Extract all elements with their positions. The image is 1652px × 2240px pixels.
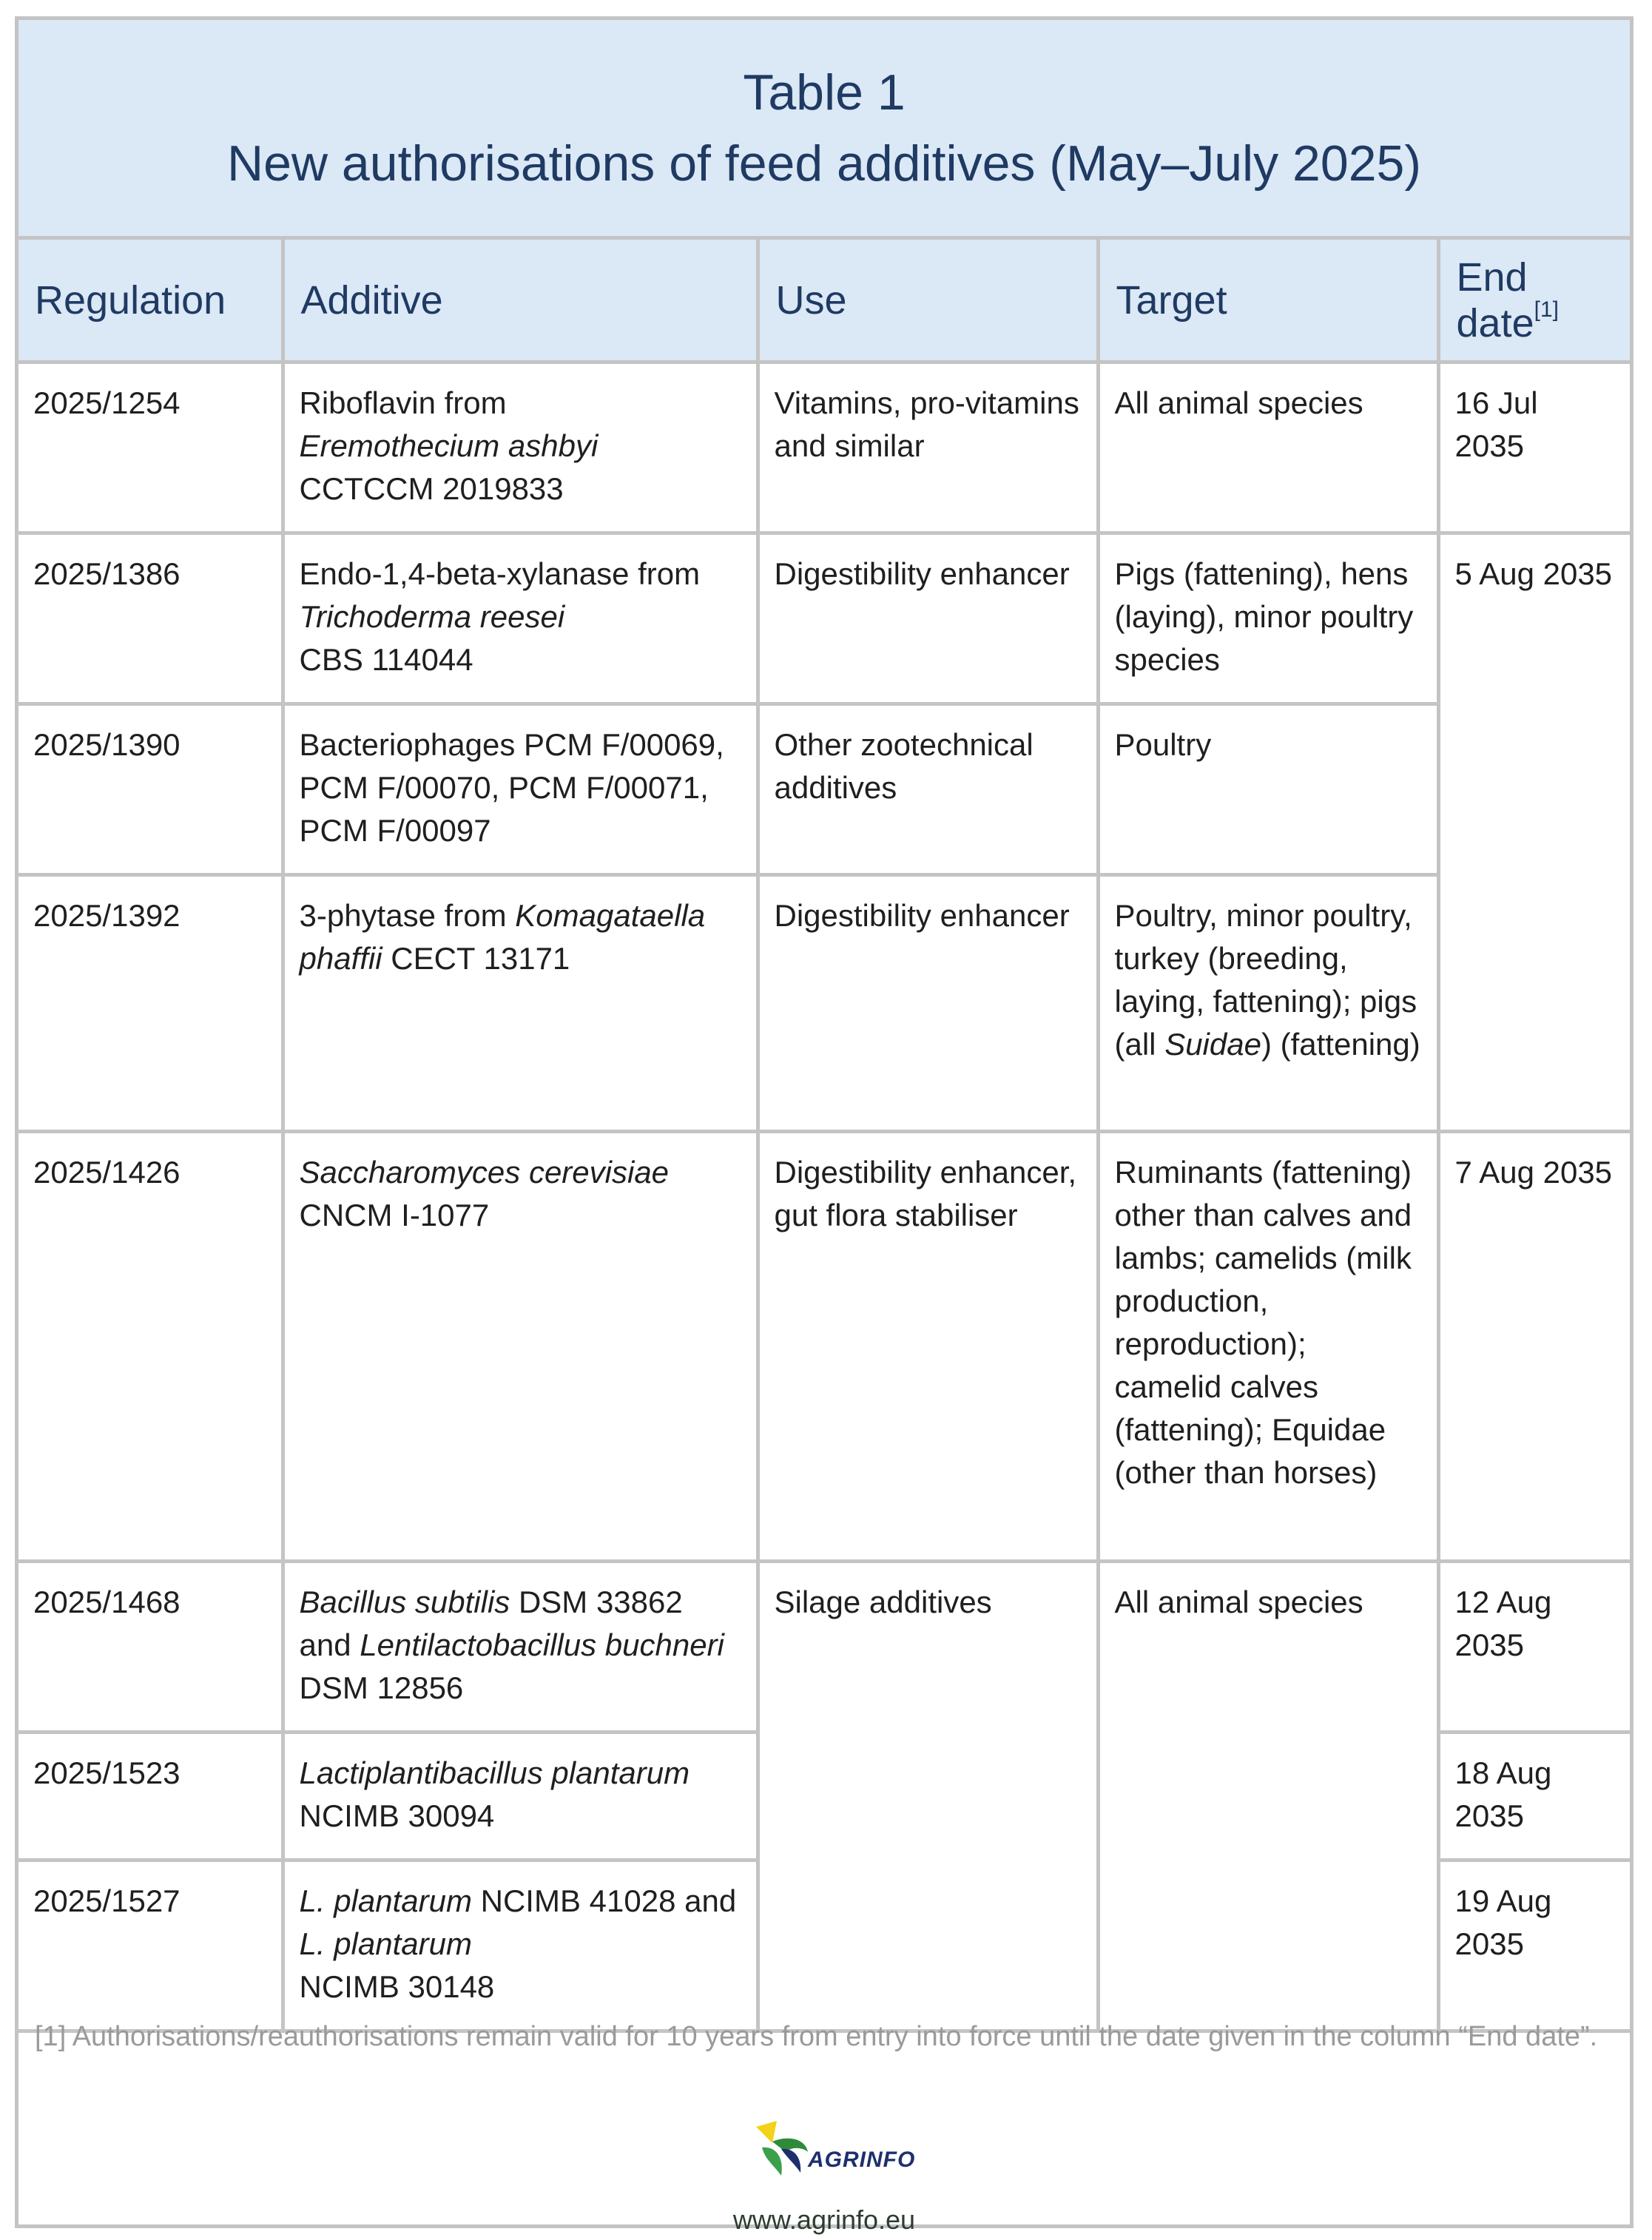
logo-wordmark: AGRINFO <box>808 2148 916 2172</box>
cell-end-date: 19 Aug 2035 <box>1438 1861 1630 2031</box>
table-row <box>18 362 1630 533</box>
cell-regulation: 2025/1392 <box>18 875 283 1132</box>
cell-end-date: 18 Aug 2035 <box>1438 1733 1630 1861</box>
table-caption: New authorisations of feed additives (May–July 2025) <box>227 135 1421 192</box>
cell-use: Digestibility enhancer, gut flora stabiliser <box>758 1132 1098 1562</box>
cell-target: All animal species <box>1098 1562 1438 2031</box>
cell-use: Other zootechnical additives <box>758 704 1098 875</box>
end-date-label: End date <box>1456 254 1534 345</box>
header-additive: Additive <box>283 240 758 362</box>
cell-additive: Lactiplantibacillus plantarum NCIMB 30094 <box>283 1733 758 1861</box>
table-row <box>18 704 1630 875</box>
header-target: Target <box>1098 240 1438 362</box>
cell-end-date: 16 Jul 2035 <box>1438 362 1630 533</box>
cell-target: All animal species <box>1098 362 1438 533</box>
cell-additive: L. plantarum NCIMB 41028 and L. plantarum NCIMB 30148 <box>283 1861 758 2031</box>
footnote-ref[interactable]: [1] <box>1534 297 1559 322</box>
header-end-date <box>1438 240 1630 362</box>
cell-regulation: 2025/1386 <box>18 533 283 704</box>
cell-regulation: 2025/1523 <box>18 1733 283 1861</box>
header-regulation: Regulation <box>18 240 283 362</box>
cell-target: Pigs (fattening), hens (laying), minor poultry species <box>1098 533 1438 704</box>
cell-additive: 3-phytase from Komagataella phaffii CECT 13171 <box>283 875 758 1132</box>
table-row <box>18 1562 1630 1733</box>
cell-additive: Bacteriophages PCM F/00069, PCM F/00070, PCM F/00071, PCM F/00097 <box>283 704 758 875</box>
cell-end-date: 7 Aug 2035 <box>1438 1132 1630 1562</box>
cell-regulation: 2025/1426 <box>18 1132 283 1562</box>
table-row <box>18 533 1630 704</box>
cell-regulation: 2025/1527 <box>18 1861 283 2031</box>
cell-end-date: 12 Aug 2035 <box>1438 1562 1630 1733</box>
cell-additive: Riboflavin from Eremothecium ashbyi CCTCCM 2019833 <box>283 362 758 533</box>
cell-additive: Saccharomyces cerevisiae CNCM I-1077 <box>283 1132 758 1562</box>
cell-additive: Bacillus subtilis DSM 33862 and Lentilactobacillus buchneri DSM 12856 <box>283 1562 758 1733</box>
website-link[interactable]: www.agrinfo.eu <box>732 2204 916 2235</box>
agrinfo-logo <box>743 2114 916 2195</box>
table-number: Table 1 <box>743 64 906 121</box>
cell-use: Digestibility enhancer <box>758 533 1098 704</box>
cell-regulation: 2025/1390 <box>18 704 283 875</box>
footnote: [1] Authorisations/reauthorisations remain valid for 10 years from entry into force until the date given in the column “End date”. <box>35 2021 1598 2052</box>
cell-target: Ruminants (fattening) other than calves and lambs; camelids (milk production, reproduction); camelid calves (fattening); Equidae (other than horses) <box>1098 1132 1438 1562</box>
cell-use: Vitamins, pro-vitamins and similar <box>758 362 1098 533</box>
table-row <box>18 875 1630 1132</box>
cell-regulation: 2025/1468 <box>18 1562 283 1733</box>
table-frame <box>15 16 1634 2235</box>
header-use: Use <box>758 240 1098 362</box>
cell-end-date: 5 Aug 2035 <box>1438 533 1630 1132</box>
authorisations-table <box>18 240 1630 2033</box>
table-title <box>18 20 1630 240</box>
cell-regulation: 2025/1254 <box>18 362 283 533</box>
cell-additive: Endo-1,4-beta-xylanase from Trichoderma reesei CBS 114044 <box>283 533 758 704</box>
cell-use: Digestibility enhancer <box>758 875 1098 1132</box>
table-row <box>18 1132 1630 1562</box>
cell-target: Poultry <box>1098 704 1438 875</box>
cell-use: Silage additives <box>758 1562 1098 2031</box>
footer <box>18 2114 1630 2236</box>
cell-target: Poultry, minor poultry, turkey (breeding, laying, fattening); pigs (all Suidae) (fattening) <box>1098 875 1438 1132</box>
header-row <box>18 240 1630 362</box>
